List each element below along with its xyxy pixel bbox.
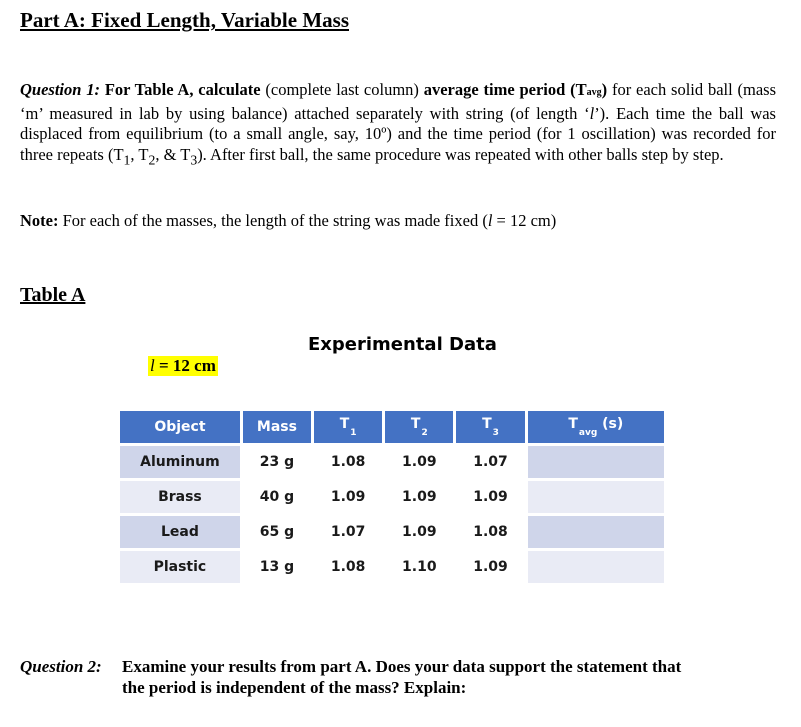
cell-object: Brass [120,481,240,513]
cell-t2: 1.10 [385,551,453,583]
question-2 [20,656,780,698]
question-1-label: Question 1: [20,80,100,99]
header-t2: $T_2$ [385,411,453,443]
question-2-label: Question 2: [20,657,102,676]
note-label: Note: [20,211,59,230]
question-2-line-1: Examine your results from part A. Does your data support the statement that [122,657,682,676]
table-header-row [120,411,664,443]
cell-t2: 1.09 [385,516,453,548]
header-object: Object [120,411,240,443]
note: Note: For each of the masses, the length of the string was made fixed (l = 12 cm) [20,211,557,230]
question-1: Question 1: For Table A, calculate (complete last column) average time period (Tavg) for each solid ball (mass ‘m’ measured in lab by using balance) attached separately with string (of length ‘l’). Each time the ball was displaced from equilibrium (to a small angle, say, 10º) and the time period (for 1 oscillation) was recorded for three repeats ($T_1$, $T_2$, & $T_3$). After first ball, the same procedure was repeated with other balls step by step. [20,80,777,167]
cell-t2: 1.09 [385,446,453,478]
cell-mass: 65 g [243,516,311,548]
cell-t2: 1.09 [385,481,453,513]
cell-t1: 1.07 [314,516,382,548]
table-row [120,516,664,548]
cell-tavg [528,551,664,583]
table-row [120,481,664,513]
cell-mass: 13 g [243,551,311,583]
header-mass: Mass [243,411,311,443]
cell-t3: 1.09 [456,481,524,513]
question-2-line-2: the period is independent of the mass? Explain: [122,678,467,697]
string-length-label: l = 12 cm [150,356,216,375]
experimental-data-title: Experimental Data [308,334,497,355]
cell-t3: 1.08 [456,516,524,548]
cell-object: Lead [120,516,240,548]
header-t1: $T_1$ [314,411,382,443]
cell-object: Plastic [120,551,240,583]
cell-t3: 1.09 [456,551,524,583]
cell-tavg [528,481,664,513]
table-row [120,551,664,583]
cell-mass: 23 g [243,446,311,478]
cell-mass: 40 g [243,481,311,513]
cell-tavg [528,446,664,478]
cell-t3: 1.07 [456,446,524,478]
header-tavg: $T_{avg}$ (s) [528,411,664,443]
cell-t1: 1.08 [314,446,382,478]
cell-t1: 1.08 [314,551,382,583]
cell-tavg [528,516,664,548]
header-t3: $T_3$ [456,411,524,443]
cell-t1: 1.09 [314,481,382,513]
table-row [120,446,664,478]
part-title: Part A: Fixed Length, Variable Mass [20,8,349,32]
data-table [117,408,667,586]
table-a-title: Table A [20,284,86,306]
cell-object: Aluminum [120,446,240,478]
